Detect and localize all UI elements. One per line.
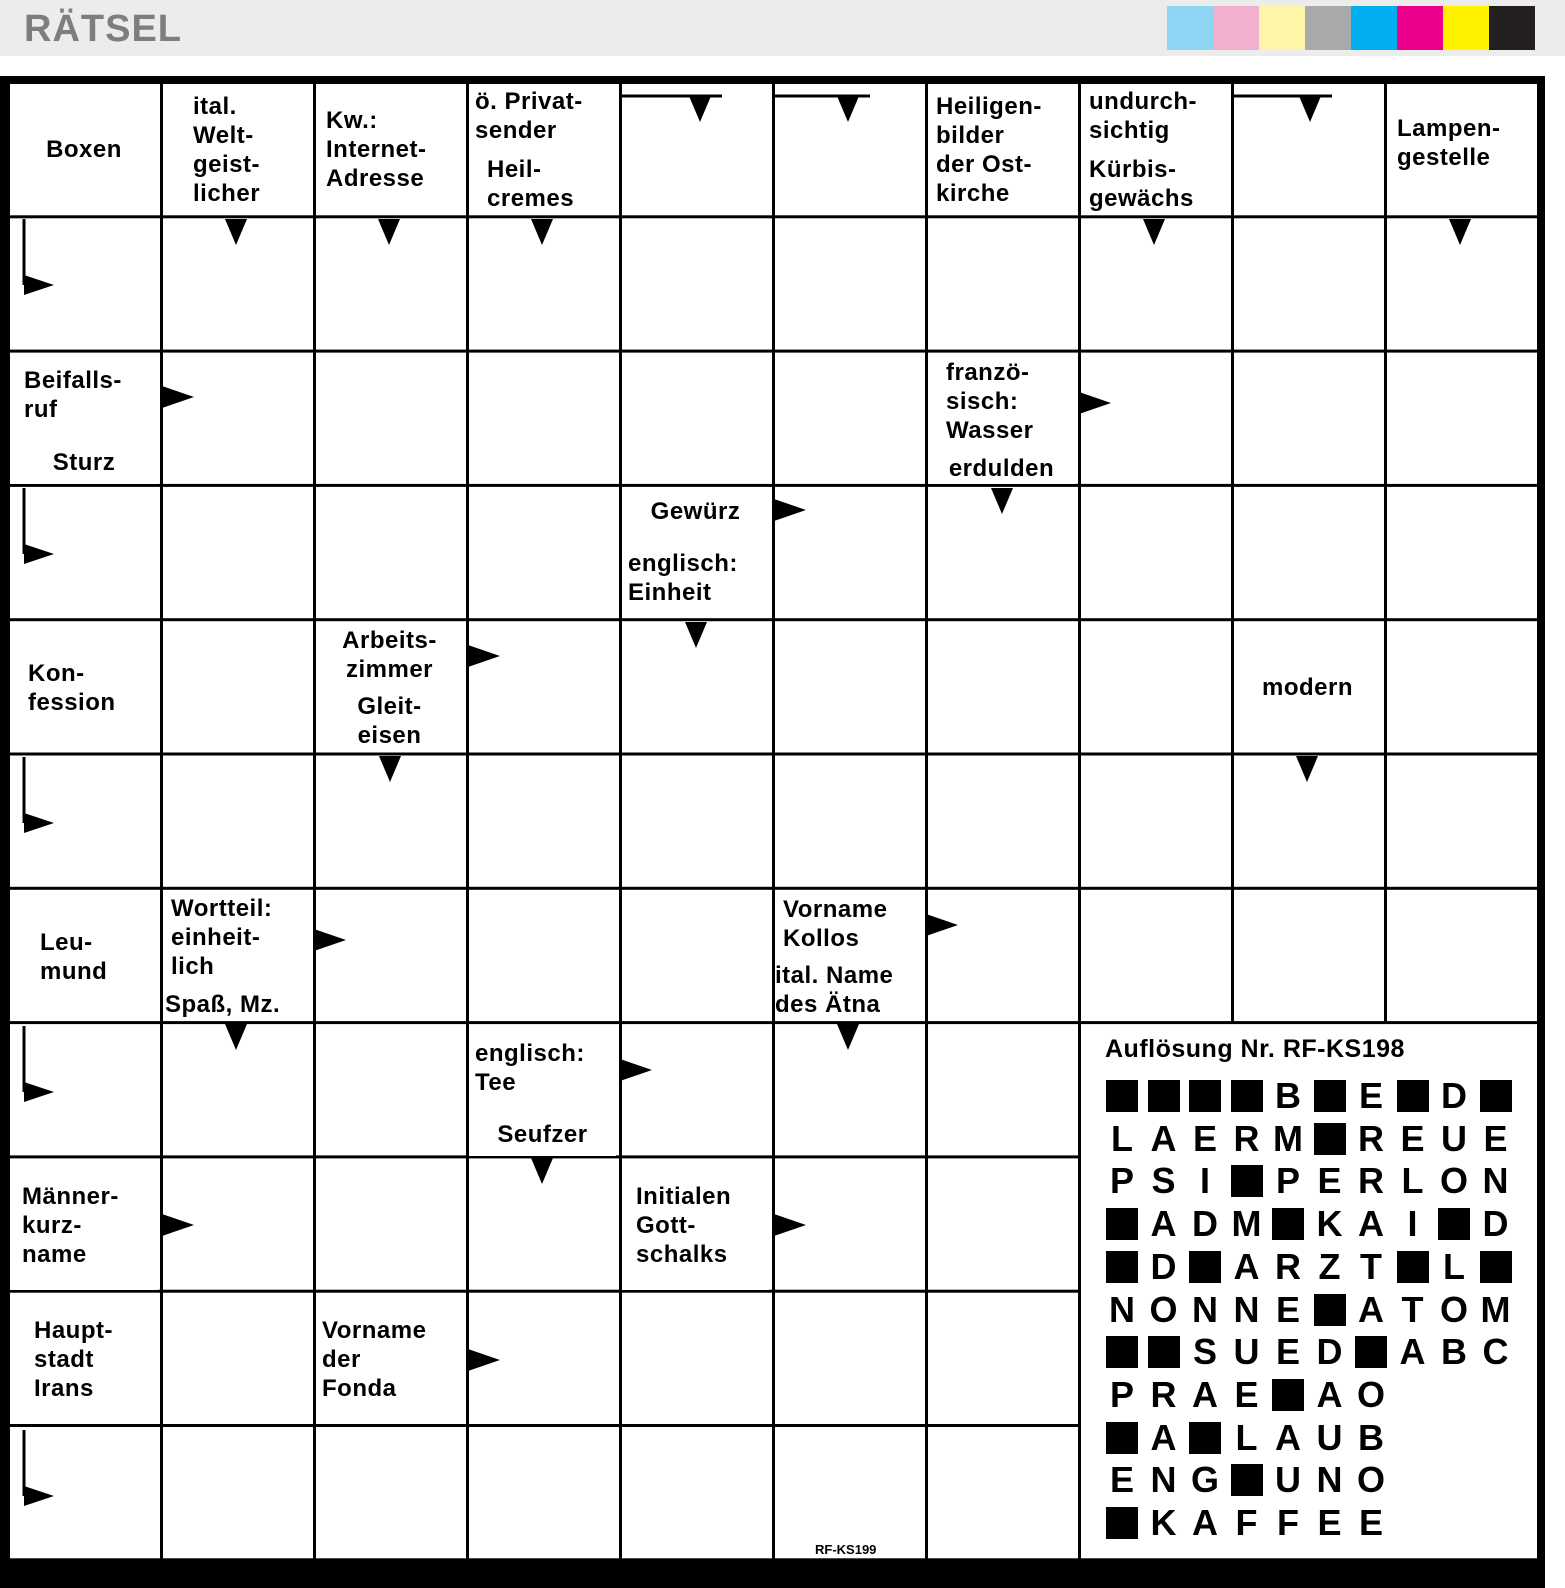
solution-block-square xyxy=(1397,1080,1429,1112)
solution-letter: D xyxy=(1441,1075,1467,1116)
solution-block-square xyxy=(1480,1251,1512,1283)
solution-block xyxy=(1105,1077,1139,1115)
solution-letter: A xyxy=(1150,1203,1177,1245)
solution-block-square xyxy=(1231,1165,1263,1197)
solution-letter: A xyxy=(1192,1502,1218,1543)
solution-block-square xyxy=(1148,1080,1180,1112)
solution-letter: S xyxy=(1151,1160,1176,1202)
solution-letter: E xyxy=(1275,1331,1300,1373)
clue-franzoesisch-wasser: franzö- sisch: Wasser xyxy=(928,354,1075,448)
clue-kuerbisgewaechs: Kürbis- gewächs xyxy=(1081,152,1228,215)
solution-letter: A xyxy=(1150,1416,1177,1458)
solution-letter: B xyxy=(1275,1075,1301,1116)
solution-letter: B xyxy=(1441,1331,1467,1373)
solution-letter: N xyxy=(1482,1160,1509,1202)
solution-letter: P xyxy=(1275,1160,1300,1202)
solution-letter: N xyxy=(1109,1288,1135,1330)
solution-block xyxy=(1479,1077,1513,1115)
clue-heiligenbilder: Heiligen- bilder der Ost- kirche xyxy=(928,84,1075,215)
solution-letter: O xyxy=(1356,1459,1385,1501)
solution-letter: L xyxy=(1401,1160,1424,1202)
clue-initialen-gottschalks: Initialen Gott- schalks xyxy=(622,1161,769,1290)
solution-letter: U xyxy=(1316,1416,1343,1458)
page-title: RÄTSEL xyxy=(24,8,182,50)
solution-block-square xyxy=(1480,1080,1512,1112)
solution-block xyxy=(1396,1077,1430,1115)
clue-erdulden: erdulden xyxy=(928,452,1075,484)
solution-letter: F xyxy=(1277,1502,1299,1543)
solution-letter: Z xyxy=(1318,1245,1341,1287)
solution-letter: R xyxy=(1233,1117,1260,1159)
solution-letter: K xyxy=(1150,1502,1177,1543)
clue-spass-mz: Spaß, Mz. xyxy=(163,987,310,1021)
solution-letter: U xyxy=(1441,1117,1467,1159)
solution-block xyxy=(1271,1205,1305,1243)
solution-block xyxy=(1313,1291,1347,1329)
clue-ital-weltgeistlicher: ital. Welt- geist- licher xyxy=(163,84,310,215)
solution-letter: L xyxy=(1443,1245,1465,1287)
solution-block xyxy=(1147,1077,1181,1115)
clue-boxen: Boxen xyxy=(10,84,158,215)
solution-title: Auflösung Nr. RF-KS198 xyxy=(1105,1035,1405,1063)
solution-letter: D xyxy=(1316,1331,1343,1373)
clue-hauptstadt-irans: Haupt- stadt Irans xyxy=(10,1295,158,1424)
clue-beifallsruf: Beifalls- ruf xyxy=(10,354,158,436)
solution-block-square xyxy=(1314,1080,1346,1112)
solution-block-square xyxy=(1314,1123,1346,1155)
solution-letter: R xyxy=(1358,1160,1384,1202)
solution-block-square xyxy=(1189,1080,1221,1112)
clue-konfession: Kon- fession xyxy=(10,623,158,752)
clue-seufzer: Seufzer xyxy=(469,1113,616,1156)
solution-block xyxy=(1354,1333,1388,1371)
solution-block xyxy=(1313,1077,1347,1115)
solution-letter: D xyxy=(1482,1203,1509,1245)
solution-letter: U xyxy=(1233,1331,1260,1373)
solution-letter: N xyxy=(1316,1459,1343,1501)
solution-letter: E xyxy=(1109,1459,1134,1501)
solution-letter: D xyxy=(1192,1203,1218,1245)
solution-letter: N xyxy=(1150,1459,1177,1501)
solution-letter: M xyxy=(1480,1288,1511,1330)
solution-block xyxy=(1437,1205,1471,1243)
solution-letter: D xyxy=(1150,1245,1177,1287)
solution-block-square xyxy=(1189,1422,1221,1454)
solution-letter: N xyxy=(1192,1288,1218,1330)
clue-ital-name-aetna: ital. Name des Ätna xyxy=(775,959,922,1021)
clue-wortteil-einheitlich: Wortteil: einheit- lich xyxy=(163,892,310,983)
solution-letter: K xyxy=(1316,1203,1343,1245)
solution-block-square xyxy=(1106,1336,1138,1368)
solution-letter: F xyxy=(1235,1502,1258,1543)
solution-block-square xyxy=(1106,1507,1138,1539)
solution-block xyxy=(1105,1333,1139,1371)
solution-letter: P xyxy=(1109,1160,1134,1202)
clue-undurchsichtig: undurch- sichtig xyxy=(1081,84,1228,148)
clue-englisch-einheit: englisch: Einheit xyxy=(622,538,769,618)
puzzle-code: RF-KS199 xyxy=(815,1542,877,1557)
solution-letter: G xyxy=(1190,1459,1219,1501)
solution-letter: E xyxy=(1317,1160,1342,1202)
clue-kw-internet-adresse: Kw.: Internet- Adresse xyxy=(316,84,463,215)
solution-block xyxy=(1188,1419,1222,1457)
solution-letter: U xyxy=(1275,1459,1301,1501)
solution-letter: M xyxy=(1273,1117,1303,1159)
solution-block-square xyxy=(1355,1336,1387,1368)
solution-block xyxy=(1230,1162,1264,1200)
solution-letter: L xyxy=(1111,1117,1133,1159)
solution-letter: O xyxy=(1439,1160,1468,1202)
solution-letter: T xyxy=(1360,1245,1382,1287)
solution-letter: N xyxy=(1233,1288,1260,1330)
solution-block xyxy=(1188,1248,1222,1286)
solution-block xyxy=(1147,1333,1181,1371)
solution-letter: A xyxy=(1358,1288,1384,1330)
solution-block-square xyxy=(1314,1294,1346,1326)
solution-letter: E xyxy=(1317,1502,1342,1543)
solution-block xyxy=(1105,1248,1139,1286)
solution-block-square xyxy=(1438,1208,1470,1240)
clue-vorname-der-fonda: Vorname der Fonda xyxy=(316,1295,463,1424)
solution-letter: O xyxy=(1356,1373,1385,1415)
solution-block-square xyxy=(1148,1336,1180,1368)
solution-block-square xyxy=(1272,1208,1304,1240)
solution-letter: R xyxy=(1275,1245,1301,1287)
solution-block xyxy=(1230,1461,1264,1499)
clue-arbeitszimmer: Arbeits- zimmer xyxy=(316,623,463,686)
solution-letter: A xyxy=(1233,1245,1260,1287)
solution-letter: E xyxy=(1358,1075,1383,1116)
clue-sturz: Sturz xyxy=(10,440,158,484)
solution-letter: E xyxy=(1358,1502,1383,1543)
solution-block-square xyxy=(1397,1251,1429,1283)
solution-letter: I xyxy=(1199,1160,1210,1202)
clue-leumund: Leu- mund xyxy=(10,892,158,1021)
clue-lampengestelle: Lampen- gestelle xyxy=(1387,84,1535,215)
solution-block xyxy=(1188,1077,1222,1115)
solution-letter: A xyxy=(1192,1373,1218,1415)
clue-maennerkurzname: Männer- kurz- name xyxy=(10,1161,158,1290)
solution-letter: E xyxy=(1275,1288,1300,1330)
solution-letter: A xyxy=(1275,1416,1301,1458)
solution-block xyxy=(1230,1077,1264,1115)
solution-letter: A xyxy=(1399,1331,1426,1373)
clue-englisch-tee: englisch: Tee xyxy=(469,1026,616,1109)
solution-block-square xyxy=(1106,1208,1138,1240)
solution-letter: M xyxy=(1231,1203,1262,1245)
solution-letter: L xyxy=(1235,1416,1258,1458)
solution-block xyxy=(1105,1419,1139,1457)
solution-block-square xyxy=(1189,1251,1221,1283)
solution-letter: T xyxy=(1401,1288,1424,1330)
solution-letter: B xyxy=(1358,1416,1384,1458)
clue-oe-privatsender: ö. Privat- sender xyxy=(469,84,616,148)
solution-block xyxy=(1271,1376,1305,1414)
clue-gewuerz: Gewürz xyxy=(622,489,769,534)
solution-letter: R xyxy=(1150,1373,1177,1415)
solution-letter: O xyxy=(1439,1288,1468,1330)
clue-vorname-kollos: Vorname Kollos xyxy=(775,892,922,955)
solution-block-square xyxy=(1231,1464,1263,1496)
solution-letter: E xyxy=(1192,1117,1217,1159)
solution-letter: C xyxy=(1482,1331,1509,1373)
solution-letter: S xyxy=(1192,1331,1217,1373)
solution-letter: A xyxy=(1358,1203,1384,1245)
clue-heilcremes: Heil- cremes xyxy=(469,152,616,215)
solution-letter: O xyxy=(1149,1288,1178,1330)
solution-block-square xyxy=(1106,1251,1138,1283)
solution-letter: A xyxy=(1316,1373,1343,1415)
solution-block-square xyxy=(1231,1080,1263,1112)
solution-letter: E xyxy=(1400,1117,1425,1159)
solution-letter: A xyxy=(1150,1117,1177,1159)
solution-letter: E xyxy=(1234,1373,1259,1415)
solution-letter: P xyxy=(1109,1373,1134,1415)
solution-block xyxy=(1105,1205,1139,1243)
clue-gleiteisen: Gleit- eisen xyxy=(316,690,463,752)
clue-modern: modern xyxy=(1234,623,1381,752)
solution-letter: I xyxy=(1407,1203,1418,1245)
solution-block-square xyxy=(1106,1080,1138,1112)
solution-letter: R xyxy=(1358,1117,1384,1159)
solution-block-square xyxy=(1272,1379,1304,1411)
solution-block xyxy=(1396,1248,1430,1286)
solution-block xyxy=(1105,1504,1139,1542)
solution-block-square xyxy=(1106,1422,1138,1454)
solution-letter: E xyxy=(1483,1117,1508,1159)
solution-block xyxy=(1313,1120,1347,1158)
solution-block xyxy=(1479,1248,1513,1286)
